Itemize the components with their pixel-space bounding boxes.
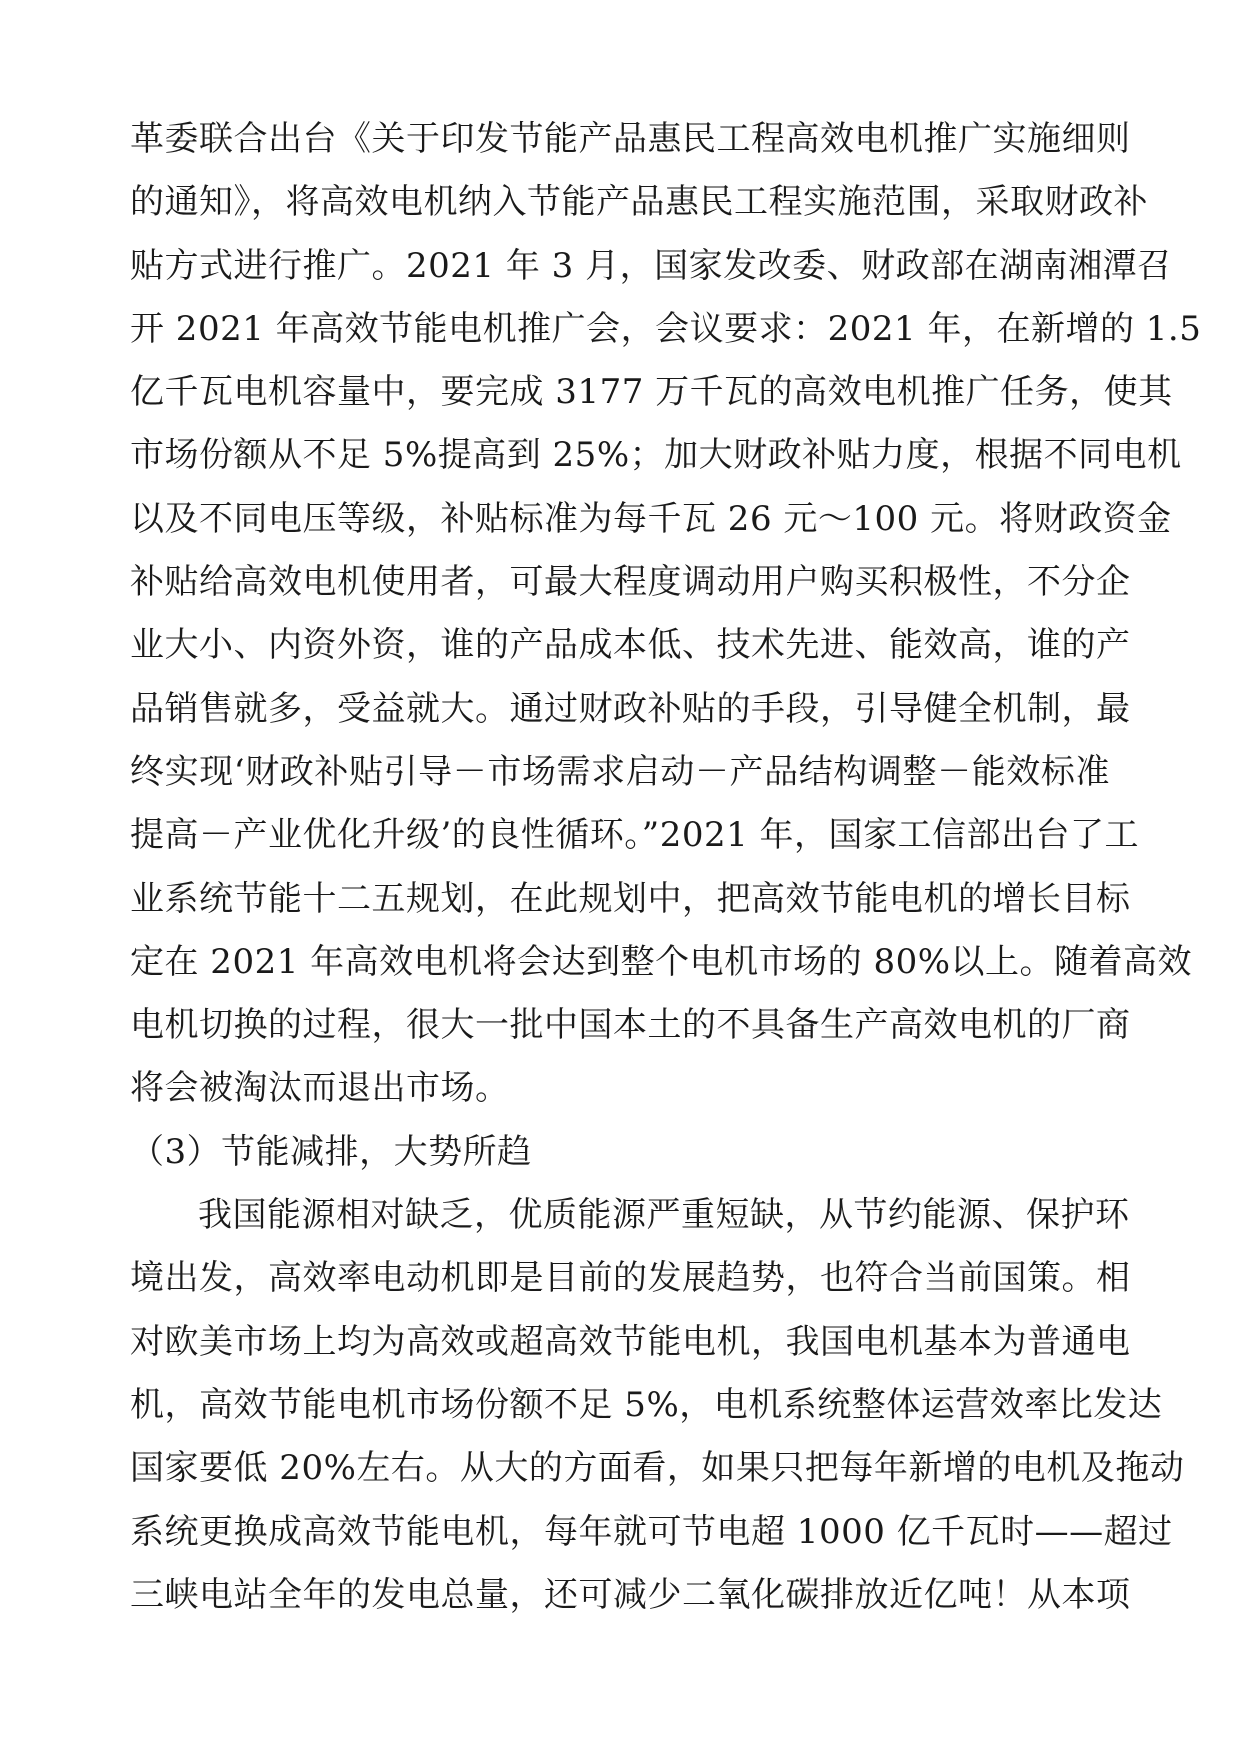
paragraph-line: 提高－产业优化升级’的良性循环。”2021 年，国家工信部出台了工 [130, 815, 1140, 856]
paragraph-line: 三峡电站全年的发电总量，还可减少二氧化碳排放近亿吨！从本项 [130, 1574, 1131, 1615]
paragraph-line: 品销售就多，受益就大。通过财政补贴的手段，引导健全机制，最 [130, 688, 1131, 729]
paragraph-1 [130, 108, 1202, 1121]
paragraph-line: 革委联合出台《关于印发节能产品惠民工程高效电机推广实施细则 [130, 119, 1131, 159]
paragraph-2 [130, 1184, 1185, 1627]
paragraph-line: 的通知》，将高效电机纳入节能产品惠民工程实施范围，采取财政补 [130, 182, 1148, 223]
paragraph-line: 系统更换成高效节能电机，每年就可节电超 1000 亿千瓦时——超过 [130, 1511, 1173, 1552]
paragraph-line: 境出发，高效率电动机即是目前的发展趋势，也符合当前国策。相 [130, 1258, 1131, 1299]
paragraph-line: 业系统节能十二五规划，在此规划中，把高效节能电机的增长目标 [130, 878, 1131, 919]
paragraph-line: 机，高效节能电机市场份额不足 5%，电机系统整体运营效率比发达 [130, 1384, 1163, 1425]
paragraph-line: 定在 2021 年高效电机将会达到整个电机市场的 80%以上。随着高效 [130, 941, 1193, 982]
section-heading: （3）节能减排，大势所趋 [130, 1131, 532, 1172]
paragraph-line: 电机切换的过程，很大一批中国本土的不具备生产高效电机的厂商 [130, 1005, 1131, 1046]
paragraph-line: 业大小、内资外资，谁的产品成本低、技术先进、能效高，谁的产 [130, 625, 1131, 666]
paragraph-line: 以及不同电压等级，补贴标准为每千瓦 26 元～100 元。将财政资金 [130, 498, 1172, 539]
paragraph-line: 国家要低 20%左右。从大的方面看，如果只把每年新增的电机及拖动 [130, 1448, 1185, 1489]
paragraph-line: 贴方式进行推广。2021 年 3 月，国家发改委、财政部在湖南湘潭召 [130, 245, 1172, 286]
paragraph-line: 对欧美市场上均为高效或超高效节能电机，我国电机基本为普通电 [130, 1321, 1131, 1362]
paragraph-line: 开 2021 年高效节能电机推广会，会议要求：2021 年，在新增的 1.5 [130, 308, 1202, 349]
paragraph-line: 补贴给高效电机使用者，可最大程度调动用户购买积极性，不分企 [130, 562, 1131, 603]
paragraph-line: 市场份额从不足 5%提高到 25%；加大财政补贴力度，根据不同电机 [130, 435, 1182, 476]
body-text [130, 108, 1202, 1627]
paragraph-line: 亿千瓦电机容量中，要完成 3177 万千瓦的高效电机推广任务，使其 [130, 372, 1173, 413]
paragraph-line: 将会被淘汰而退出市场。 [130, 1068, 510, 1109]
paragraph-line: 终实现‘财政补贴引导－市场需求启动－产品结构调整－能效标准 [130, 751, 1110, 792]
paragraph-line: 我国能源相对缺乏，优质能源严重短缺，从节约能源、保护环 [198, 1195, 1130, 1236]
